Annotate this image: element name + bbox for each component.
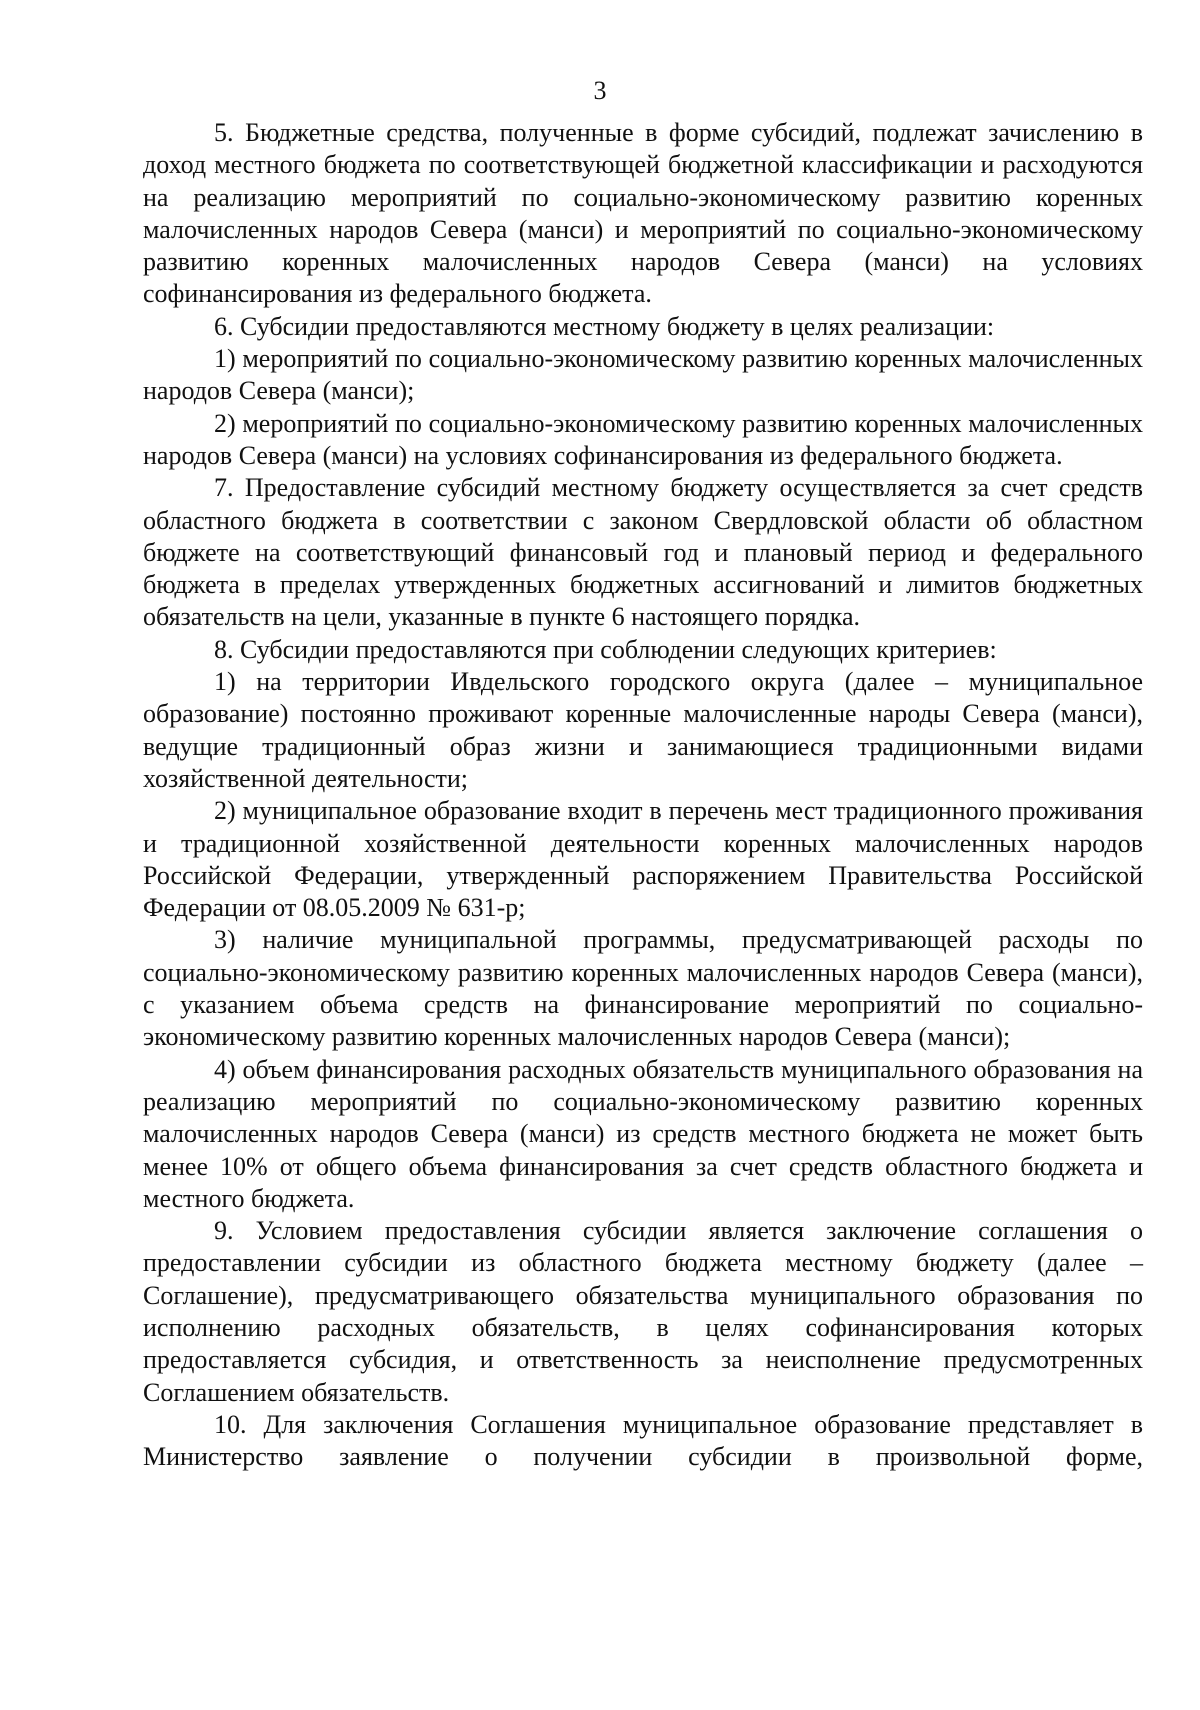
document-body xyxy=(143,117,1143,1473)
paragraph-6: 6. Субсидии предоставляются местному бюджету в целях реализации: xyxy=(214,311,995,341)
paragraph-6-item-2: 2) мероприятий по социально-экономическому развитию коренных малочисленных народов Севера (манси) на условиях софинансирования из федерального бюджета. xyxy=(143,408,1143,470)
paragraph-8-item-1: 1) на территории Ивдельского городского округа (далее – муниципальное образование) постоянно проживают коренные малочисленные народы Севера (манси), ведущие традиционный образ жизни и занимающиеся традиционными видами хозяйственной деятельности; xyxy=(143,667,1143,793)
paragraph-7: 7. Предоставление субсидий местному бюджету осуществляется за счет средств областного бюджета в соответствии с законом Свердловской области об областном бюджете на соответствующий финансовый год и плановый период и федерального бюджета в пределах утвержденных бюджетных ассигнований и лимитов бюджетных обязательств на цели, указанные в пункте 6 настоящего порядка. xyxy=(143,473,1143,632)
page-number: 3 xyxy=(593,76,607,105)
paragraph-6-item-1: 1) мероприятий по социально-экономическому развитию коренных малочисленных народов Севера (манси); xyxy=(143,344,1143,406)
paragraph-9: 9. Условием предоставления субсидии является заключение соглашения о предоставлении субсидии из областного бюджета местному бюджету (далее – Соглашение), предусматривающего обязательства муниципального образования по исполнению расходных обязательств, в целях софинансирования которых предоставляется субсидия, и ответственность за неисполнение предусмотренных Соглашением обязательств. xyxy=(143,1216,1143,1407)
paragraph-8: 8. Субсидии предоставляются при соблюдении следующих критериев: xyxy=(214,634,997,664)
paragraph-8-item-4: 4) объем финансирования расходных обязательств муниципального образования на реализацию мероприятий по социально-экономическому развитию коренных малочисленных народов Севера (манси) из средств местного бюджета не может быть менее 10% от общего объема финансирования за счет средств областного бюджета и местного бюджета. xyxy=(143,1054,1143,1213)
paragraph-10: 10. Для заключения Соглашения муниципальное образование представляет в Министерство заявление о получении субсидии в произвольной форме, xyxy=(143,1409,1143,1472)
paragraph-5: 5. Бюджетные средства, полученные в форме субсидий, подлежат зачислению в доход местного бюджета по соответствующей бюджетной классификации и расходуются на реализацию мероприятий по социально-экономическому развитию коренных малочисленных народов Севера (манси) и мероприятий по социально-экономическому развитию коренных малочисленных народов Севера (манси) на условиях софинансирования из федерального бюджета. xyxy=(143,118,1143,309)
paragraph-8-item-2: 2) муниципальное образование входит в перечень мест традиционного проживания и традиционной хозяйственной деятельности коренных малочисленных народов Российской Федерации, утвержденный распоряжением Правительства Российской Федерации от 08.05.2009 № 631-р; xyxy=(143,796,1143,923)
paragraph-8-item-3: 3) наличие муниципальной программы, предусматривающей расходы по социально-экономическому развитию коренных малочисленных народов Севера (манси), с указанием объема средств на финансирование мероприятий по социально-экономическому развитию коренных малочисленных народов Севера (манси); xyxy=(143,925,1143,1052)
